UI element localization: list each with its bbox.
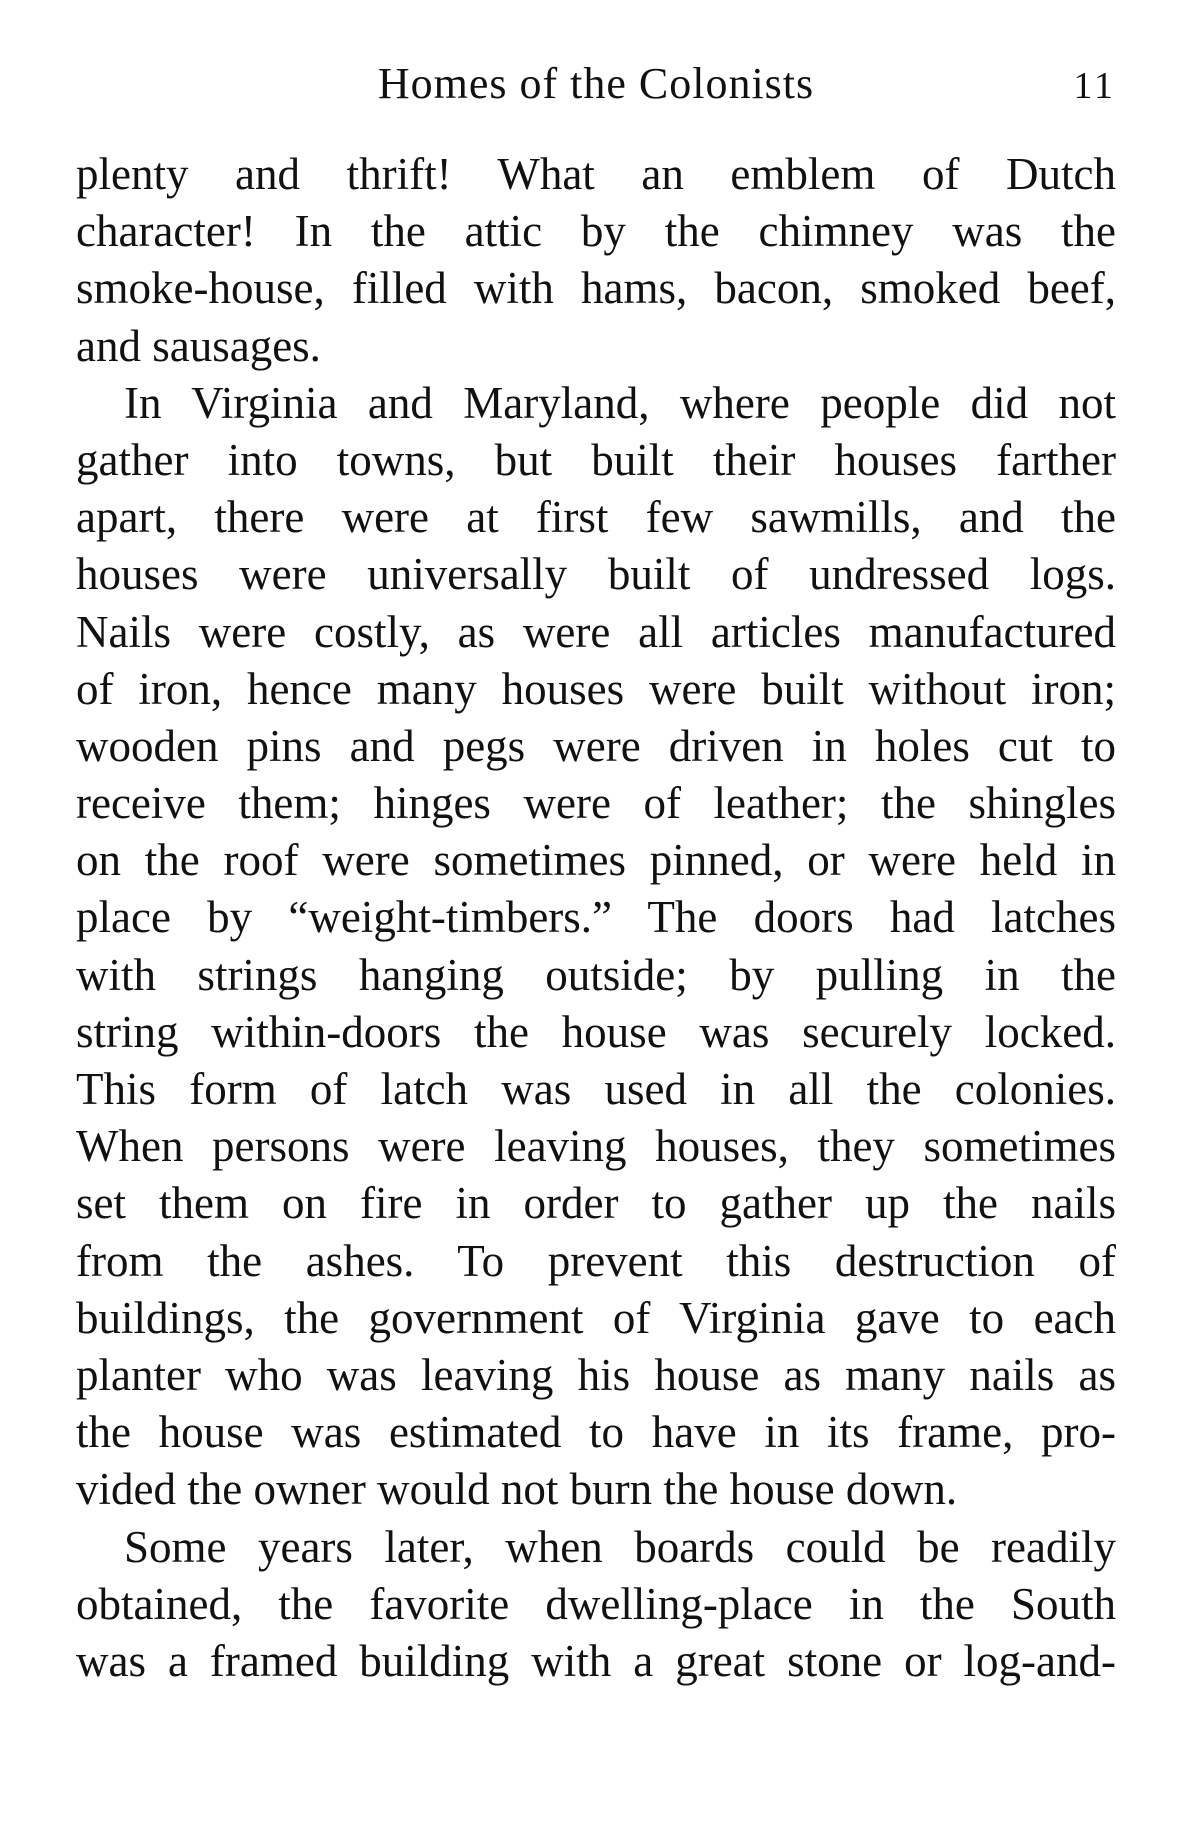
text-line: vided the owner would not burn the house down. bbox=[76, 1464, 958, 1515]
text-line: obtained, the favorite dwelling-place in the South bbox=[76, 1578, 1116, 1629]
text-line: buildings, the government of Virginia gave to each bbox=[76, 1292, 1116, 1343]
text-line: the house was estimated to have in its frame, pro- bbox=[76, 1407, 1116, 1458]
text-line: This form of latch was used in all the colonies. bbox=[76, 1064, 1116, 1114]
text-line: smoke-house, filled with hams, bacon, smoked beef, bbox=[76, 263, 1116, 314]
text-line: When persons were leaving houses, they sometimes bbox=[76, 1121, 1116, 1172]
text-line: with strings hanging outside; by pulling in the bbox=[76, 949, 1116, 1000]
text-line: planter who was leaving his house as many nails as bbox=[76, 1349, 1116, 1400]
text-line: receive them; hinges were of leather; the shingles bbox=[76, 778, 1116, 829]
body-text bbox=[76, 146, 1116, 1690]
text-line: on the roof were sometimes pinned, or were held in bbox=[76, 835, 1116, 886]
running-title: Homes of the Colonists bbox=[377, 59, 815, 108]
paragraph-first-line: Some years later, when boards could be readily bbox=[124, 1521, 1116, 1572]
text-line: from the ashes. To prevent this destruction of bbox=[76, 1235, 1116, 1286]
text-line: houses were universally built of undressed logs. bbox=[76, 549, 1116, 600]
page-number: 11 bbox=[1073, 65, 1116, 107]
text-line: of iron, hence many houses were built without iron; bbox=[76, 663, 1116, 714]
text-line: and sausages. bbox=[76, 320, 321, 371]
paragraph-first-line: In Virginia and Maryland, where people did not bbox=[124, 377, 1116, 428]
text-line: plenty and thrift! What an emblem of Dutch bbox=[76, 149, 1116, 199]
text-line: place by “weight-timbers.” The doors had latches bbox=[76, 892, 1116, 943]
text-line: string within-doors the house was securely locked. bbox=[76, 1006, 1116, 1057]
text-line: set them on fire in order to gather up the nails bbox=[76, 1178, 1116, 1229]
text-line: Nails were costly, as were all articles manufactured bbox=[76, 606, 1116, 657]
running-head bbox=[76, 58, 1116, 118]
text-line: gather into towns, but built their houses farther bbox=[76, 434, 1116, 485]
text-line: apart, there were at first few sawmills, and the bbox=[76, 492, 1116, 543]
text-line: was a framed building with a great stone or log-and- bbox=[76, 1635, 1116, 1686]
text-line: character! In the attic by the chimney was the bbox=[76, 206, 1116, 257]
text-line: wooden pins and pegs were driven in holes cut to bbox=[76, 720, 1116, 771]
